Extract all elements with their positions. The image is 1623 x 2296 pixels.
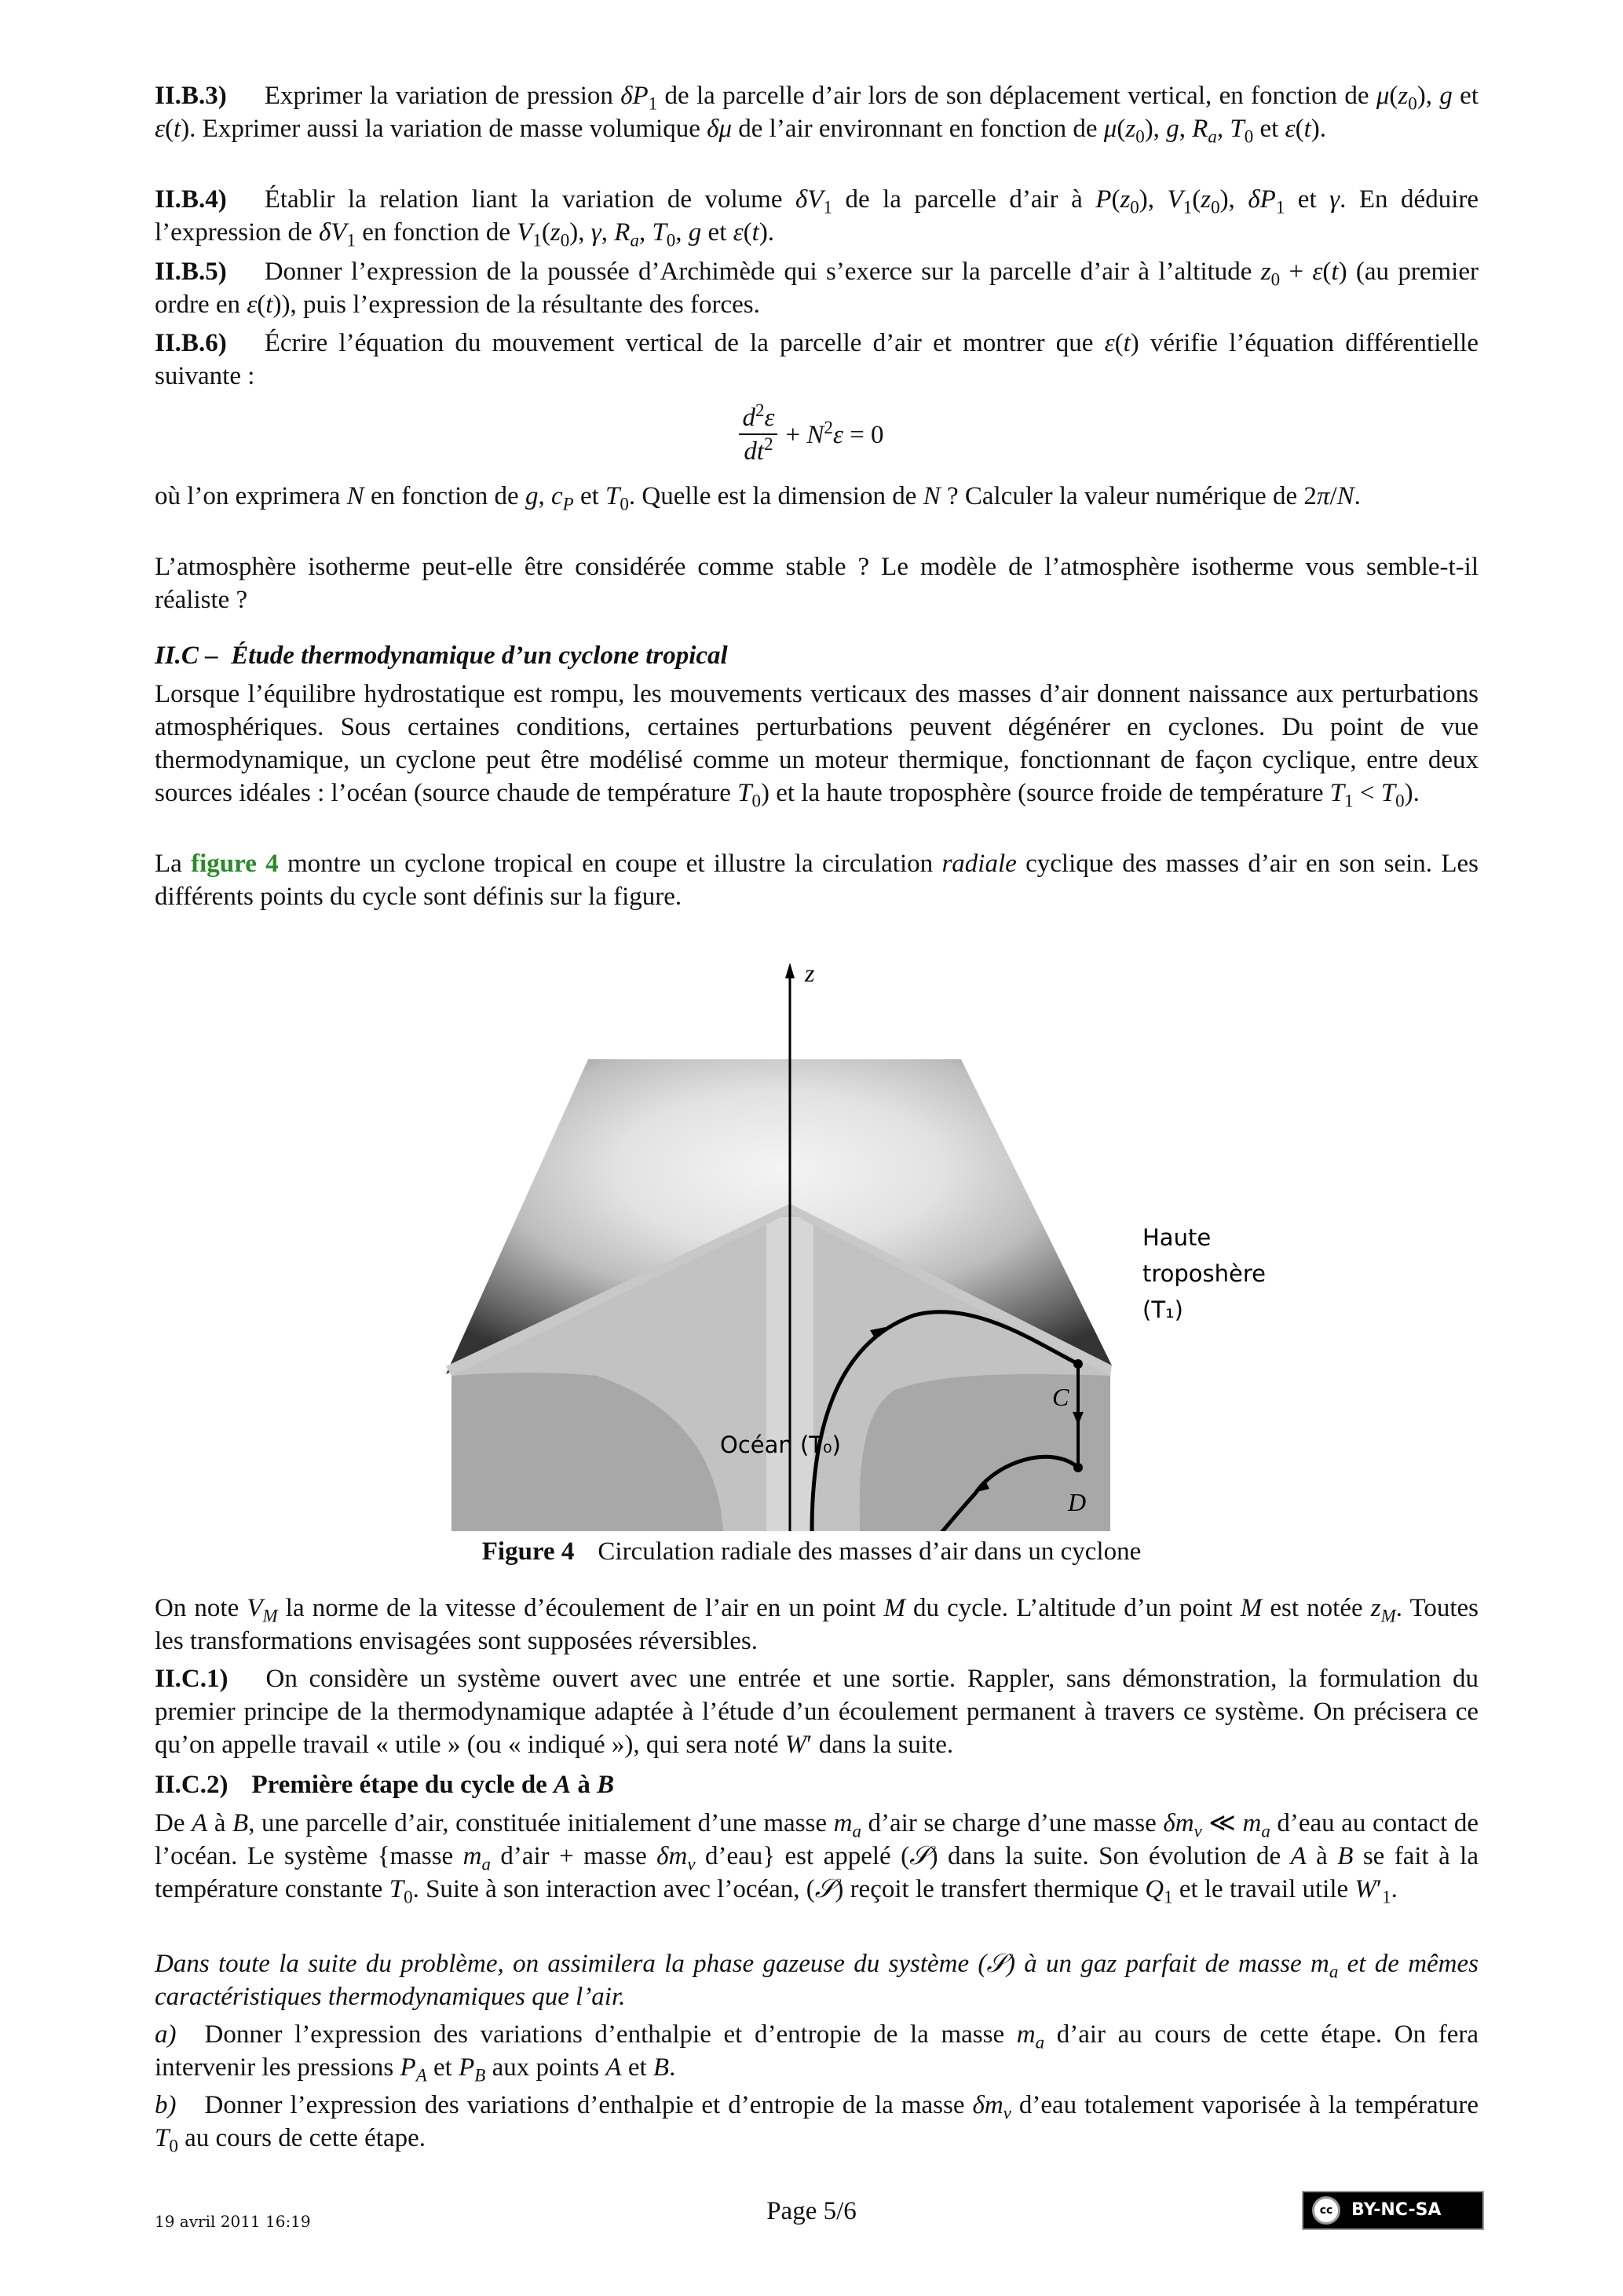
differential-equation: $\frac{d^2\varepsilon}{dt^2}$ + $N^2\varepsilon = 0$ — [0, 402, 1623, 468]
ocean-label: Océan (T₀) — [720, 1431, 841, 1458]
z-arrow-icon — [785, 963, 795, 978]
question-II-B-5: II.B.5) Donner l’expression de la poussée d’Archimède qui s’exerce sur la parcelle d’air à l’altitude $z_0 + \varepsilon(t)$ (au premier ordre en ε(t)), puis l’expression de la résultante des forces. — [155, 258, 1479, 319]
question-a: a) Donner l’expression des variations d’enthalpie et d’entropie de la masse $m_a$ d’air au cours de cette étape. On fera intervenir les pressions $P_A$ et $P_B$ aux points A et B. — [155, 2020, 1479, 2086]
footer-date: 19 avril 2011 16:19 — [155, 2212, 311, 2231]
troposphere-label: troposhère — [1142, 1260, 1267, 1287]
question-b: b) Donner l’expression des variations d’enthalpie et d’entropie de la masse $\delta m_v$ d’eau totalement vaporisée à la température $T_0$ au cours de cette étape. — [155, 2091, 1479, 2156]
question-II-B-6: II.B.6) Écrire l’équation du mouvement vertical de la parcelle d’air et montrer que ε(t) vérifie l’équation différentielle suivante : — [155, 329, 1479, 390]
question-II-C-1: II.C.1) On considère un système ouvert avec une entrée et une sortie. Rappler, sans démonstration, la formulation du premier principe de la thermodynamique adaptée à l’étude d’un écoulement permanent à travers ce système. On précisera ce qu’on appelle travail « utile » (ou « indiqué »), qui sera noté W′ dans la suite. — [155, 1665, 1479, 1759]
question-II-B-4: II.B.4) Établir la relation liant la variation de volume $\delta V_1$ de la parcelle d’air à $P(z_0)$, $V_1(z_0)$, $\delta P_1$ et γ. En déduire l’expression de $\delta V_1$ en fonction de $V_1(z_0)$, γ, $R_a$, $T_0$, g et ε(t). — [155, 185, 1479, 250]
section-intro: Lorsque l’équilibre hydrostatique est rompu, les mouvements verticaux des masses d’air donnent naissance aux perturbations atmosphériques. Sous certaines conditions, certaines perturbations peuvent dégénérer en cyclones. Du point de vue thermodynamique, un cyclone peut être modélisé comme un moteur thermique, fonctionnant de façon cyclique, entre deux sources idéales : l’océan (source chaude de température $T_0$) et la haute troposphère (source froide de température $T_1 < T_0$). — [155, 680, 1479, 811]
step-description: De A à B, une parcelle d’air, constituée initialement d’une masse $m_a$ d’air se charge d’une masse $\delta m_v$ ≪ $m_a$ d’eau au contact de l’océan. Le système {masse $m_a$ d’air + masse $\delta m_v$ d’eau} est appelé (𝒮) dans la suite. Son évolution de A à B se fait à la température constante $T_0$. Suite à son interaction avec l’océan, (𝒮) reçoit le transfert thermique $Q_1$ et le travail utile $W'_1$. — [155, 1809, 1479, 1907]
section-heading-II-C: II.C – Étude thermodynamique d’un cyclone tropical — [155, 642, 728, 670]
upper-troposphere-label: Haute — [1142, 1224, 1212, 1251]
question-II-B-3: II.B.3) Exprimer la variation de pression $\delta P_1$ de la parcelle d’air lors de son déplacement vertical, en fonction de $\mu(z_0)$, g et ε(t). Exprimer aussi la variation de masse volumique δμ de l’air environnant en fonction de $\mu(z_0)$, g, $R_a$, $T_0$ et ε(t). — [155, 82, 1479, 147]
cc-icon: cc — [1312, 2196, 1340, 2225]
stability-question: L’atmosphère isotherme peut-elle être considérée comme stable ? Le modèle de l’atmosphère isotherme vous semble-t-il réaliste ? — [155, 553, 1479, 614]
assumption-note: Dans toute la suite du problème, on assimilera la phase gazeuse du système (𝒮) à un gaz parfait de masse $m_a$ et de mêmes caractéristiques thermodynamiques que l’air. — [155, 1950, 1479, 2011]
t1-label: (T₁) — [1142, 1296, 1183, 1323]
question-II-B-6-continued: où l’on exprimera N en fonction de g, $c_P$ et $T_0$. Quelle est la dimension de N ? Calculer la valeur numérique de 2π/N. — [155, 482, 1361, 514]
z-label: z — [805, 959, 815, 987]
point-D-label: D — [1068, 1488, 1087, 1516]
figure-reference-paragraph: La figure 4 montre un cyclone tropical en coupe et illustre la circulation radiale cyclique des masses d’air en son sein. Les différents points du cycle sont définis sur la figure. — [155, 850, 1479, 911]
figure-caption: Figure 4 Circulation radiale des masses d’air dans un cyclone — [481, 1537, 1142, 1566]
subsection-II-C-2: II.C.2) Première étape du cycle de A à B — [155, 1771, 615, 1799]
license-badge: cc BY-NC-SA — [1303, 2192, 1482, 2228]
page-number: Page 5/6 — [766, 2197, 857, 2225]
point-C-label: C — [1052, 1383, 1069, 1411]
notation-paragraph: On note $V_M$ la norme de la vitesse d’écoulement de l’air en un point M du cycle. L’altitude d’un point M est notée $z_M$. Toutes les transformations envisagées sont supposées réversibles. — [155, 1594, 1479, 1655]
